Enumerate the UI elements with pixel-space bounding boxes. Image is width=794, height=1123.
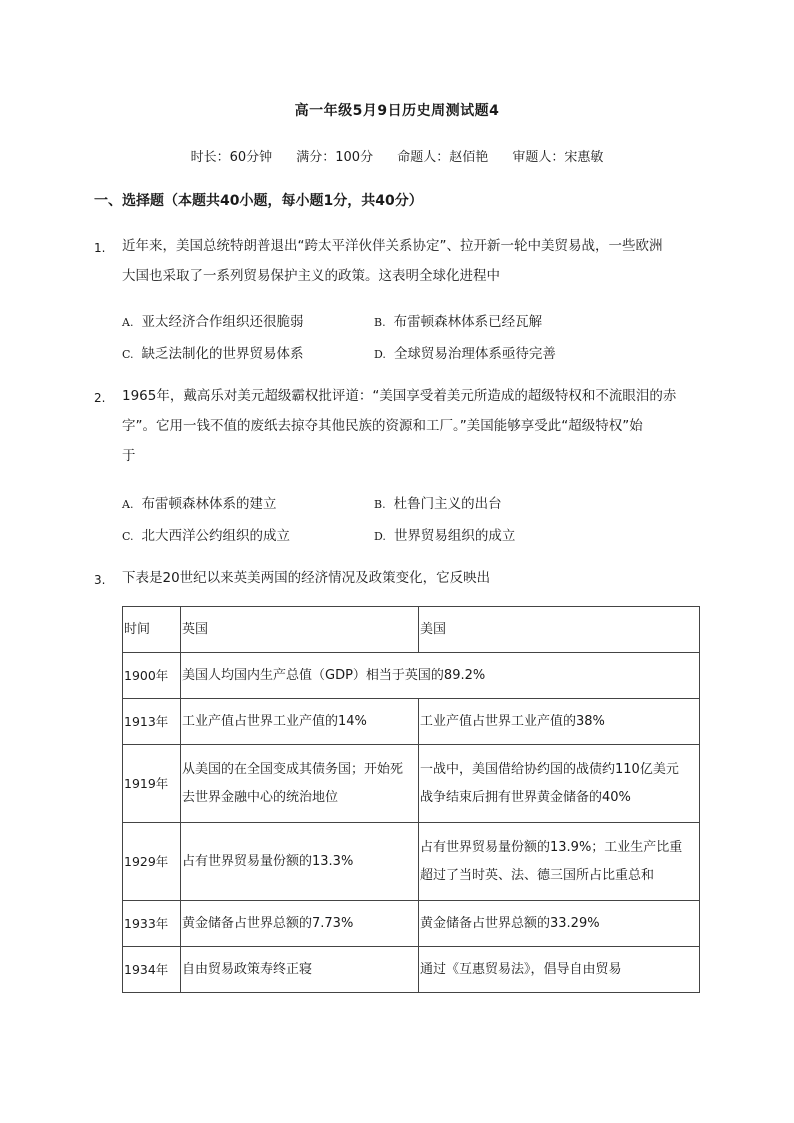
question-line: 1965年，戴高乐对美元超级霸权批评道：“美国享受着美元所造成的超级特权和不流眼泪的赤 <box>122 388 677 404</box>
table-header-row <box>123 607 700 653</box>
option-letter: D. <box>374 348 386 361</box>
table-row <box>123 653 700 699</box>
option-d[interactable] <box>374 342 556 362</box>
question-number: 3. <box>94 573 106 587</box>
option-letter: B. <box>374 498 386 511</box>
table-cell-merged: 美国人均国内生产总值（GDP）相当于英国的89.2% <box>181 653 700 699</box>
full-score: 满分：100分 <box>296 150 374 165</box>
page-title: 高一年级5月9日历史周测试题4 <box>294 103 500 119</box>
option-text: 世界贸易组织的成立 <box>393 528 516 544</box>
table-cell-us: 黄金储备占世界总额的33.29% <box>419 901 700 947</box>
question-line: 字”。它用一钱不值的废纸去掠夺其他民族的资源和工厂。”美国能够享受此“超级特权”始 <box>122 418 643 434</box>
option-letter: A. <box>122 498 134 511</box>
option-letter: B. <box>374 316 386 329</box>
table-cell-uk: 工业产值占世界工业产值的14% <box>181 699 419 745</box>
table-row <box>123 745 700 823</box>
option-a[interactable] <box>122 492 276 512</box>
question-text <box>122 231 714 291</box>
table-cell-year: 1913年 <box>123 699 181 745</box>
question-line: 近年来，美国总统特朗普退出“跨太平洋伙伴关系协定”、拉开新一轮中美贸易战，一些欧洲 <box>122 238 663 254</box>
author: 命题人：赵佰艳 <box>397 150 489 165</box>
table-header: 时间 <box>123 607 181 653</box>
data-table <box>122 606 700 993</box>
table-header: 美国 <box>419 607 700 653</box>
cell-line: 去世界金融中心的统治地位 <box>182 789 339 805</box>
question-number: 2. <box>94 391 106 405</box>
section-heading: 一、选择题（本题共40小题，每小题1分，共40分） <box>94 193 423 209</box>
question-number: 1. <box>94 241 106 255</box>
question-3 <box>94 563 714 593</box>
option-b[interactable] <box>374 310 542 330</box>
cell-line: 战争结束后拥有世界黄金储备的40% <box>420 789 631 805</box>
table-cell-year: 1929年 <box>123 823 181 901</box>
option-d[interactable] <box>374 524 515 544</box>
table-header: 英国 <box>181 607 419 653</box>
table-cell-year: 1934年 <box>123 947 181 993</box>
option-a[interactable] <box>122 310 303 330</box>
option-c[interactable] <box>122 342 304 362</box>
question-line: 大国也采取了一系列贸易保护主义的政策。这表明全球化进程中 <box>122 268 500 284</box>
table-cell-us: 通过《互惠贸易法》，倡导自由贸易 <box>419 947 700 993</box>
duration: 时长：60分钟 <box>190 150 273 165</box>
table-cell-us: 工业产值占世界工业产值的38% <box>419 699 700 745</box>
option-letter: D. <box>374 530 386 543</box>
option-letter: C. <box>122 348 134 361</box>
table-cell-uk: 占有世界贸易量份额的13.3% <box>181 823 419 901</box>
table-cell-year: 1900年 <box>123 653 181 699</box>
option-letter: A. <box>122 316 134 329</box>
cell-line: 从美国的在全国变成其债务国；开始死 <box>182 761 404 777</box>
reviewer: 审题人：宋惠敏 <box>512 150 604 165</box>
table-cell-us <box>419 823 700 901</box>
option-b[interactable] <box>374 492 502 512</box>
option-text: 布雷顿森林体系已经瓦解 <box>393 314 543 330</box>
option-text: 亚太经济合作组织还很脆弱 <box>141 314 304 330</box>
table-row <box>123 901 700 947</box>
exam-meta <box>0 146 794 165</box>
option-text: 杜鲁门主义的出台 <box>393 496 502 512</box>
cell-line: 一战中，美国借给协约国的战债约110亿美元 <box>420 761 679 777</box>
question-line: 下表是20世纪以来英美两国的经济情况及政策变化，它反映出 <box>122 570 491 586</box>
table-cell-year: 1919年 <box>123 745 181 823</box>
table-row <box>123 947 700 993</box>
cell-line: 超过了当时英、法、德三国所占比重总和 <box>420 867 655 883</box>
question-2 <box>94 381 714 471</box>
option-text: 北大西洋公约组织的成立 <box>141 528 291 544</box>
table-row <box>123 699 700 745</box>
table-cell-year: 1933年 <box>123 901 181 947</box>
option-letter: C. <box>122 530 134 543</box>
table-row <box>123 823 700 901</box>
table-cell-uk <box>181 745 419 823</box>
question-text <box>122 563 714 593</box>
question-1 <box>94 231 714 291</box>
option-text: 全球贸易治理体系亟待完善 <box>393 346 556 362</box>
question-text <box>122 381 714 471</box>
table-cell-uk: 自由贸易政策寿终正寝 <box>181 947 419 993</box>
table-cell-us <box>419 745 700 823</box>
option-text: 缺乏法制化的世界贸易体系 <box>141 346 304 362</box>
question-line: 于 <box>122 448 136 464</box>
option-text: 布雷顿森林体系的建立 <box>141 496 277 512</box>
option-c[interactable] <box>122 524 290 544</box>
table-cell-uk: 黄金储备占世界总额的7.73% <box>181 901 419 947</box>
cell-line: 占有世界贸易量份额的13.9%；工业生产比重 <box>420 839 683 855</box>
